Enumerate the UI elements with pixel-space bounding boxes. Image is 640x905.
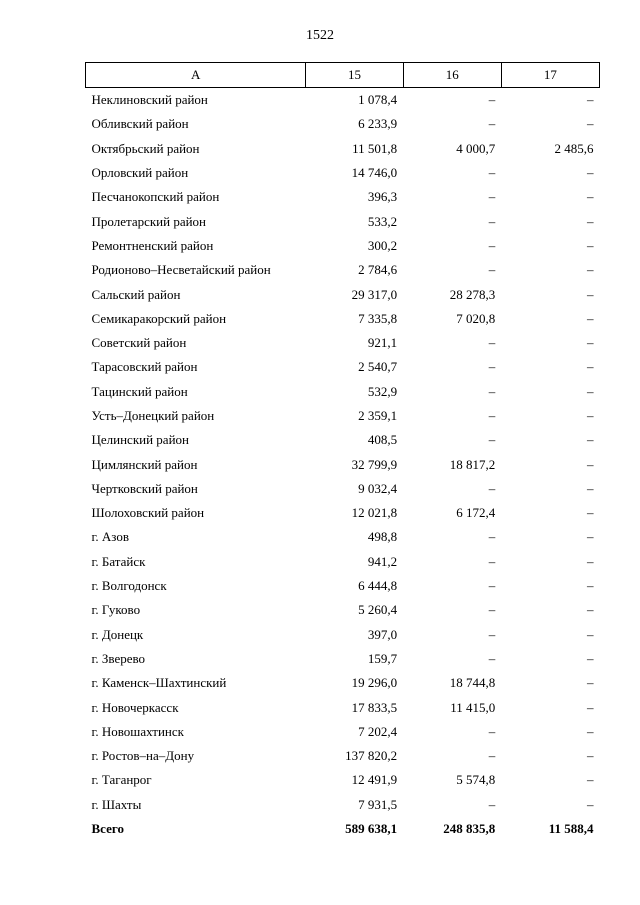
cell-v15: 300,2 xyxy=(367,237,398,253)
cell-v17: – xyxy=(587,699,594,715)
cell-v17: – xyxy=(587,650,594,666)
cell-v17: – xyxy=(587,189,594,205)
cell-name: Октябрьский район xyxy=(91,140,200,156)
cell-v16: – xyxy=(488,602,496,618)
cell-v16: – xyxy=(488,432,496,448)
cell-name: Неклиновский район xyxy=(91,92,208,108)
table-row xyxy=(86,720,600,744)
cell-v15: 6 444,8 xyxy=(358,578,398,594)
cell-v16: 18 744,8 xyxy=(449,675,496,691)
cell-v15: 397,0 xyxy=(367,626,398,642)
cell-v15: 2 540,7 xyxy=(358,359,398,375)
cell-v17: – xyxy=(587,772,594,788)
cell-v15: 32 799,9 xyxy=(351,456,398,472)
cell-v15: 5 260,4 xyxy=(358,602,398,618)
cell-v16: – xyxy=(488,748,496,764)
table-body xyxy=(86,88,600,842)
cell-v17: – xyxy=(587,310,594,326)
cell-v16: – xyxy=(488,213,496,229)
cell-v15: 396,3 xyxy=(367,189,398,205)
cell-name: Родионово–Несветайский район xyxy=(91,262,271,278)
cell-v16: 248 835,8 xyxy=(443,821,496,837)
table-row xyxy=(86,671,600,695)
cell-v15: 7 931,5 xyxy=(358,796,398,812)
cell-v16: 28 278,3 xyxy=(449,286,496,302)
cell-name: г. Волгодонск xyxy=(91,578,167,594)
cell-v16: – xyxy=(488,359,496,375)
cell-name: Семикаракорский район xyxy=(91,310,227,326)
cell-v15: 137 820,2 xyxy=(345,748,398,764)
cell-v16: 7 020,8 xyxy=(456,310,496,326)
cell-v17: – xyxy=(587,553,594,569)
cell-v15: 29 317,0 xyxy=(351,286,398,302)
cell-name: Орловский район xyxy=(91,165,189,181)
table-row xyxy=(86,258,600,282)
cell-v17: – xyxy=(587,602,594,618)
cell-v17: – xyxy=(587,675,594,691)
table-row xyxy=(86,793,600,817)
cell-name: Тарасовский район xyxy=(91,359,198,375)
cell-name: Обливский район xyxy=(91,116,189,132)
cell-v16: – xyxy=(488,408,496,423)
cell-name: Целинский район xyxy=(91,432,189,448)
cell-v17: – xyxy=(587,286,594,302)
cell-name: Песчанокопский район xyxy=(91,189,220,205)
cell-v17: – xyxy=(587,116,594,132)
table-row xyxy=(86,355,600,379)
cell-v15: 12 491,9 xyxy=(351,772,398,788)
cell-name: Тацинский район xyxy=(91,383,188,399)
table-row xyxy=(86,380,600,404)
cell-v17: – xyxy=(587,359,594,375)
cell-name: г. Каменск–Шахтинский xyxy=(91,675,227,691)
cell-v16: – xyxy=(488,262,496,278)
cell-v17: – xyxy=(587,505,594,521)
cell-v16: – xyxy=(488,480,496,496)
cell-name: г. Азов xyxy=(91,529,129,545)
cell-v16: – xyxy=(488,529,496,545)
cell-name: Цимлянский район xyxy=(91,456,198,472)
table-row xyxy=(86,185,600,209)
cell-v15: 7 335,8 xyxy=(358,310,398,326)
cell-v15: 1 078,4 xyxy=(358,92,398,108)
cell-name: г. Новочеркасск xyxy=(91,699,179,715)
table-row xyxy=(86,647,600,671)
cell-v16: – xyxy=(488,578,496,594)
table-row xyxy=(86,623,600,647)
cell-name: г. Ростов–на–Дону xyxy=(91,748,195,764)
cell-v16: – xyxy=(488,335,496,351)
table-row xyxy=(86,234,600,258)
cell-v15: 589 638,1 xyxy=(345,821,398,837)
cell-v17: – xyxy=(587,408,594,423)
cell-v17: 2 485,6 xyxy=(554,140,594,156)
table-row xyxy=(86,768,600,792)
cell-name: г. Таганрог xyxy=(91,772,152,788)
cell-v15: 14 746,0 xyxy=(351,165,398,181)
cell-v17: – xyxy=(587,578,594,594)
table-row xyxy=(86,452,600,476)
cell-v15: 159,7 xyxy=(367,650,398,666)
table-row xyxy=(86,112,600,136)
cell-name: Ремонтненский район xyxy=(91,237,214,253)
cell-name: Чертковский район xyxy=(91,480,198,496)
cell-v17: – xyxy=(587,92,594,108)
table-row xyxy=(86,525,600,549)
cell-v15: 7 202,4 xyxy=(358,723,398,739)
table-row xyxy=(86,209,600,233)
cell-name: Сальский район xyxy=(91,286,181,302)
header-col-16: 16 xyxy=(403,63,501,88)
cell-v17: – xyxy=(587,529,594,545)
table-row xyxy=(86,404,600,428)
cell-v16: – xyxy=(488,189,496,205)
table-row xyxy=(86,307,600,331)
cell-v16: – xyxy=(488,116,496,132)
table-row xyxy=(86,598,600,622)
cell-v17: – xyxy=(587,165,594,181)
cell-v15: 532,9 xyxy=(367,383,398,399)
table-row xyxy=(86,695,600,719)
cell-v16: 11 415,0 xyxy=(450,699,496,715)
cell-name: г. Шахты xyxy=(91,796,142,812)
cell-name: г. Зверево xyxy=(91,650,146,666)
table-row xyxy=(86,428,600,452)
cell-v15: 9 032,4 xyxy=(358,480,398,496)
header-col-a: А xyxy=(86,63,306,88)
cell-v15: 408,5 xyxy=(367,432,398,448)
cell-v17: – xyxy=(587,335,594,351)
cell-v17: 11 588,4 xyxy=(548,821,594,837)
cell-v16: – xyxy=(488,92,496,108)
page-number: 1522 xyxy=(306,28,334,43)
table-row xyxy=(86,88,600,113)
cell-v15: 921,1 xyxy=(367,335,398,351)
table-row xyxy=(86,137,600,161)
cell-name: Пролетарский район xyxy=(91,213,207,229)
cell-v16: 5 574,8 xyxy=(456,772,496,788)
cell-v16: – xyxy=(488,626,496,642)
cell-v17: – xyxy=(587,432,594,448)
cell-v16: – xyxy=(488,553,496,569)
cell-v16: – xyxy=(488,165,496,181)
cell-v17: – xyxy=(587,383,594,399)
table-row xyxy=(86,550,600,574)
cell-v15: 17 833,5 xyxy=(351,699,398,715)
header-col-15: 15 xyxy=(306,63,403,88)
cell-v15: 498,8 xyxy=(367,529,398,545)
cell-v17: – xyxy=(587,796,594,812)
cell-name: Советский район xyxy=(91,335,187,351)
cell-v15: 12 021,8 xyxy=(351,505,398,521)
cell-v15: 11 501,8 xyxy=(352,140,398,156)
table-row xyxy=(86,574,600,598)
cell-v15: 2 359,1 xyxy=(358,408,398,423)
cell-v16: – xyxy=(488,723,496,739)
cell-v16: – xyxy=(488,796,496,812)
cell-v15: 6 233,9 xyxy=(358,116,398,132)
cell-v15: 19 296,0 xyxy=(351,675,398,691)
table-row xyxy=(86,477,600,501)
cell-v17: – xyxy=(587,748,594,764)
cell-v17: – xyxy=(587,213,594,229)
header-col-17: 17 xyxy=(501,63,599,88)
cell-name: г. Новошахтинск xyxy=(91,723,184,739)
cell-v17: – xyxy=(587,480,594,496)
cell-v16: 4 000,7 xyxy=(456,140,496,156)
cell-v17: – xyxy=(587,237,594,253)
table-row xyxy=(86,282,600,306)
cell-name: Шолоховский район xyxy=(91,505,205,521)
total-row xyxy=(86,817,600,841)
cell-v16: – xyxy=(488,650,496,666)
cell-v16: 18 817,2 xyxy=(449,456,496,472)
cell-name: г. Донецк xyxy=(91,626,144,642)
cell-name: г. Гуково xyxy=(91,602,141,618)
cell-v15: 2 784,6 xyxy=(358,262,398,278)
cell-v17: – xyxy=(587,262,594,278)
table-header-row xyxy=(86,63,600,88)
cell-v17: – xyxy=(587,456,594,472)
data-table xyxy=(85,62,600,841)
cell-v17: – xyxy=(587,723,594,739)
cell-v16: – xyxy=(488,383,496,399)
cell-v16: – xyxy=(488,237,496,253)
table-row xyxy=(86,744,600,768)
cell-name: Всего xyxy=(91,821,124,837)
table-row xyxy=(86,331,600,355)
table-row xyxy=(86,501,600,525)
cell-v16: 6 172,4 xyxy=(456,505,496,521)
cell-v17: – xyxy=(587,626,594,642)
cell-v15: 533,2 xyxy=(367,213,398,229)
table-row xyxy=(86,161,600,185)
cell-name: Усть–Донецкий район xyxy=(91,408,215,423)
cell-v15: 941,2 xyxy=(367,553,398,569)
cell-name: г. Батайск xyxy=(91,553,146,569)
